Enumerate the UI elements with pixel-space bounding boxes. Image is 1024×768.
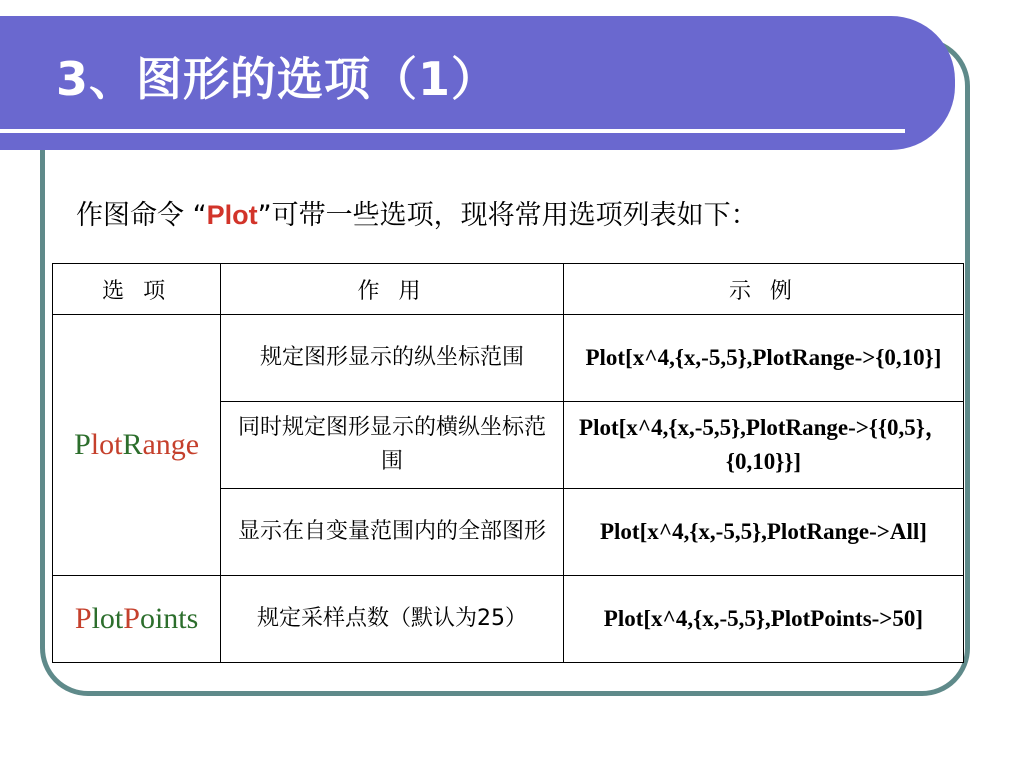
option-part: P: [74, 602, 92, 635]
option-part: oints: [139, 602, 199, 635]
title-underline: [0, 129, 905, 133]
example-cell: Plot[x^4,{x,-5,5},PlotRange->{0,10}]: [563, 315, 963, 402]
intro-suffix: ”可带一些选项，现将常用选项列表如下：: [257, 200, 758, 231]
example-cell: Plot[x^4,{x,-5,5},PlotRange->{{0,5}，{0,10}}]: [563, 402, 963, 489]
header-example: 示 例: [563, 264, 963, 315]
option-part: lot: [90, 428, 123, 461]
intro-prefix: 作图命令 “: [76, 200, 207, 231]
intro-keyword: Plot: [206, 200, 258, 230]
option-part: P: [123, 602, 140, 635]
example-cell: Plot[x^4,{x,-5,5},PlotPoints->50]: [563, 576, 963, 663]
example-cell: Plot[x^4,{x,-5,5},PlotRange->All]: [563, 489, 963, 576]
option-part: lot: [91, 602, 124, 635]
table-header-row: [53, 264, 964, 315]
option-plotpoints: [53, 576, 221, 663]
table-row: [53, 576, 964, 663]
slide-title: 3、图形的选项（1）: [56, 52, 499, 106]
option-part: ange: [142, 428, 200, 461]
option-plotrange: [53, 315, 221, 576]
header-option: 选 项: [53, 264, 221, 315]
option-part: P: [74, 428, 91, 461]
option-part: R: [122, 428, 143, 461]
effect-cell: 规定图形显示的纵坐标范围: [221, 315, 564, 402]
options-table: [52, 263, 964, 663]
table-row: [53, 315, 964, 402]
header-effect: 作 用: [221, 264, 564, 315]
effect-cell: 同时规定图形显示的横纵坐标范围: [221, 402, 564, 489]
effect-cell: 规定采样点数（默认为25）: [221, 576, 564, 663]
effect-cell: 显示在自变量范围内的全部图形: [221, 489, 564, 576]
intro-text: [76, 193, 758, 232]
